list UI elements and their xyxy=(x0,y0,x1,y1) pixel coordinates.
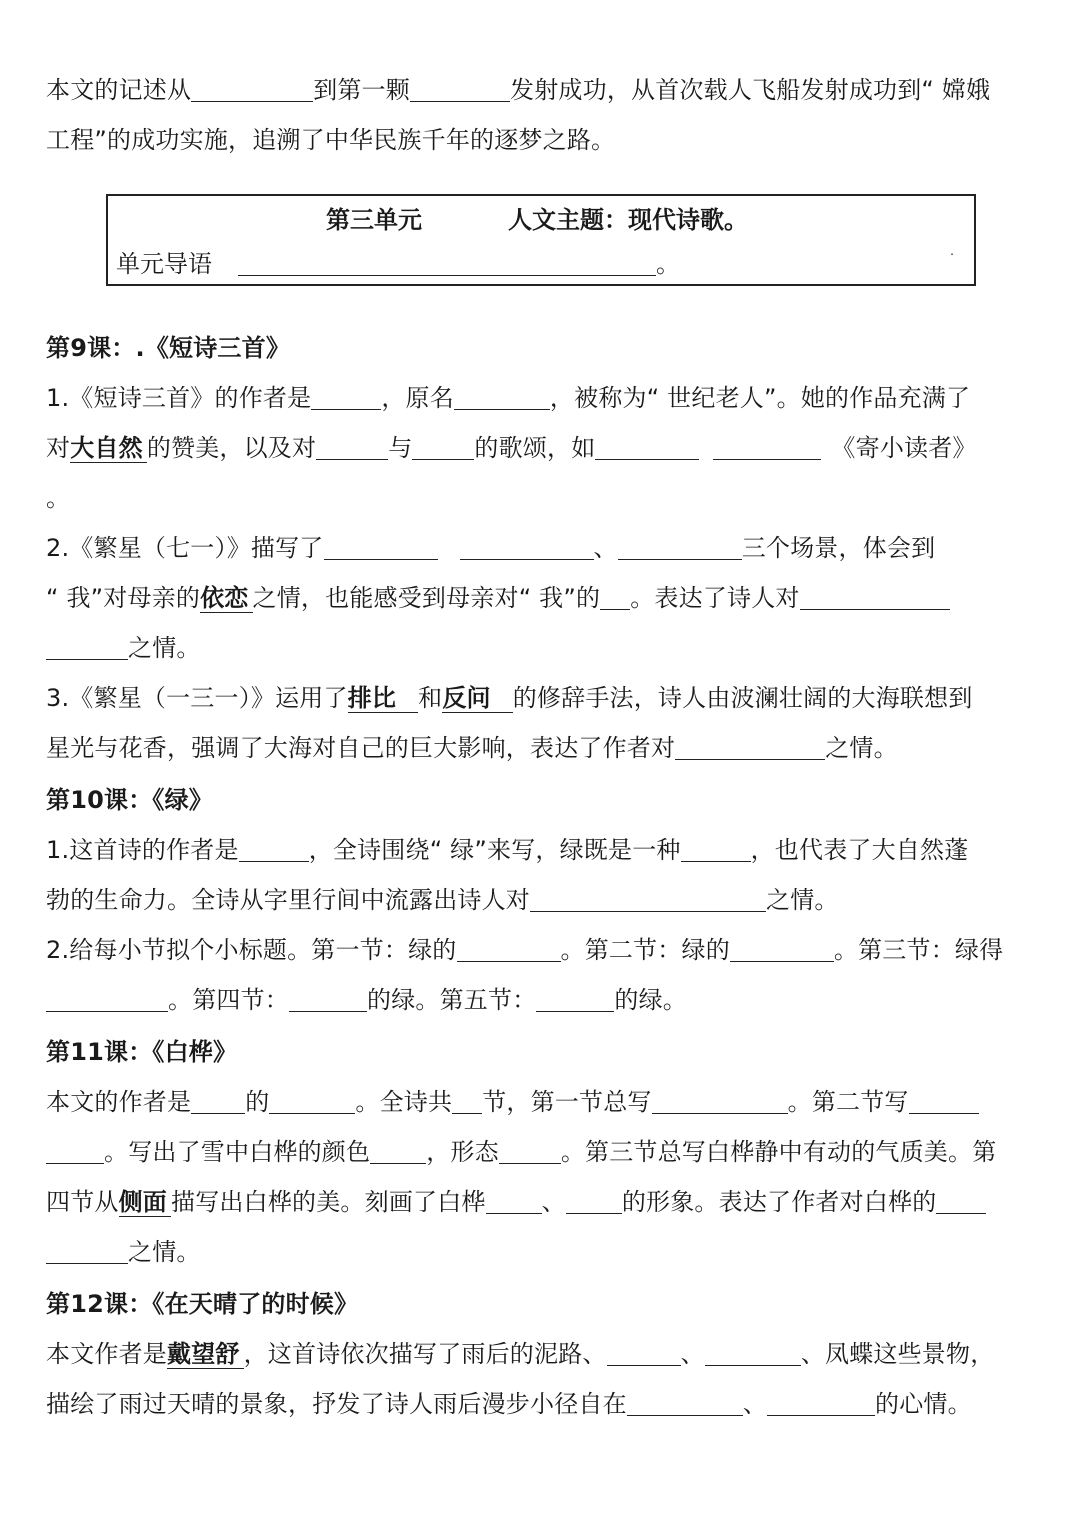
lesson9-heading: 第9课：.《短诗三首》 xyxy=(46,334,291,362)
answer-blank[interactable] xyxy=(600,583,630,610)
lesson9-q1-line3 xyxy=(46,478,1036,518)
answer-blank[interactable] xyxy=(607,1339,681,1366)
answer-blank[interactable] xyxy=(936,1187,986,1214)
answer-blank[interactable] xyxy=(46,1137,104,1164)
lesson10-q1-line2 xyxy=(46,880,1036,920)
answer-blank[interactable] xyxy=(705,1339,801,1366)
text: 。第二节写 xyxy=(787,1088,909,1116)
text: 的修辞手法，诗人由波澜壮阔的大海联想到 xyxy=(512,684,973,712)
answer-blank[interactable] xyxy=(316,433,388,460)
text: 。第二节：绿的 xyxy=(560,936,730,964)
text: 的心情。 xyxy=(875,1390,972,1418)
text: 之情。 xyxy=(128,634,201,662)
text: 的 xyxy=(245,1088,270,1116)
answer-blank[interactable] xyxy=(767,1389,875,1416)
text: 。 xyxy=(656,250,680,278)
lesson11-line3 xyxy=(46,1182,1036,1222)
answer-blank[interactable] xyxy=(370,1137,426,1164)
text: 三个场景，体会到 xyxy=(741,534,936,562)
text: 星光与花香，强调了大海对自己的巨大影响，表达了作者对 xyxy=(46,734,676,762)
text: 之情。 xyxy=(128,1238,201,1266)
dot-mark: . xyxy=(950,244,954,258)
lesson12-heading: 第12课：《在天晴了的时候》 xyxy=(46,1290,359,1318)
answer-blank[interactable] xyxy=(46,633,128,660)
text: 本文的记述从 xyxy=(46,76,192,104)
answer-blank[interactable] xyxy=(269,1087,355,1114)
text: 和 xyxy=(418,684,443,712)
text: ，被称为“ 世纪老人”。她的作品充满了 xyxy=(549,384,971,412)
text: ，形态 xyxy=(426,1138,499,1166)
text: 本文作者是 xyxy=(46,1340,167,1368)
unit-title xyxy=(108,202,974,238)
text: 描写出白桦的美。刻画了白桦 xyxy=(171,1188,486,1216)
text: 的绿。 xyxy=(614,986,688,1014)
text: ，这首诗依次描写了雨后的泥路、 xyxy=(243,1340,607,1368)
lesson9-q2-line1 xyxy=(46,528,1036,568)
lesson10-heading: 第10课：《绿》 xyxy=(46,786,213,814)
text: 四节从 xyxy=(46,1188,119,1216)
text: 。表达了诗人对 xyxy=(630,584,800,612)
text: 的绿。第五节： xyxy=(367,986,537,1014)
text: 本文的作者是 xyxy=(46,1088,192,1116)
answer-blank[interactable] xyxy=(618,533,742,560)
lesson11-heading: 第11课：《白桦》 xyxy=(46,1038,238,1066)
answer-blank[interactable] xyxy=(627,1389,743,1416)
answer-blank[interactable] xyxy=(311,383,381,410)
text: 2.给每小节拟个小标题。第一节：绿的 xyxy=(46,936,457,964)
answer-blank[interactable] xyxy=(412,433,474,460)
text: 到第一颗 xyxy=(313,76,411,104)
lesson11-line4 xyxy=(46,1232,1036,1272)
answer-blank[interactable] xyxy=(289,985,367,1012)
text: 的赞美，以及对 xyxy=(146,434,317,462)
text: 发射成功，从首次载人飞船发射成功到“ 嫦娥 xyxy=(510,76,991,104)
text: 之情，也能感受到母亲对“ 我”的 xyxy=(252,584,601,612)
answer-blank[interactable] xyxy=(675,733,825,760)
answer-blank[interactable] xyxy=(46,1237,128,1264)
answer-blank[interactable] xyxy=(595,433,699,460)
lesson10-q1-line1 xyxy=(46,830,1036,870)
text: 3.《繁星（一三一）》运用了 xyxy=(46,684,348,712)
text: 勃的生命力。全诗从字里行间中流露出诗人对 xyxy=(46,886,530,914)
filled-answer: 大自然 xyxy=(70,434,147,463)
text: 的形象。表达了作者对白桦的 xyxy=(621,1188,937,1216)
filled-answer: 戴望舒 xyxy=(167,1340,244,1369)
lesson11-line2 xyxy=(46,1132,1036,1172)
text: 《寄小读者》 xyxy=(831,434,977,462)
lesson9-q3-line2 xyxy=(46,728,1036,768)
answer-blank[interactable] xyxy=(536,985,614,1012)
answer-blank[interactable] xyxy=(410,75,510,102)
answer-blank[interactable] xyxy=(191,1087,245,1114)
unit-theme: 人文主题：现代诗歌。 xyxy=(508,206,748,234)
answer-blank[interactable] xyxy=(530,885,766,912)
unit-number: 第三单元 xyxy=(326,206,422,234)
text: 与 xyxy=(388,434,413,462)
answer-blank[interactable] xyxy=(652,1087,788,1114)
lesson9-q3-line1 xyxy=(46,678,1036,718)
text: 。第三节：绿得 xyxy=(833,936,1004,964)
lesson11-line1 xyxy=(46,1082,1036,1122)
text: 对 xyxy=(46,434,71,462)
text: 之情。 xyxy=(825,734,898,762)
answer-blank[interactable] xyxy=(800,583,950,610)
text: ，原名 xyxy=(381,384,454,412)
unit-intro-box xyxy=(106,194,976,286)
answer-blank[interactable] xyxy=(238,249,656,276)
text: 2.《繁星（七一）》描写了 xyxy=(46,534,324,562)
text: 、凤蝶这些景物， xyxy=(800,1340,995,1368)
answer-blank[interactable] xyxy=(324,533,438,560)
text: ，全诗围绕“ 绿”来写，绿既是一种 xyxy=(308,836,681,864)
text: 、 xyxy=(742,1390,768,1418)
answer-blank[interactable] xyxy=(730,935,834,962)
answer-blank[interactable] xyxy=(452,1087,482,1114)
unit-guide-label: 单元导语 xyxy=(116,250,212,278)
intro-line-2 xyxy=(46,120,1036,160)
answer-blank[interactable] xyxy=(499,1137,561,1164)
answer-blank[interactable] xyxy=(909,1087,979,1114)
lesson10-q2-line1 xyxy=(46,930,1036,970)
answer-blank[interactable] xyxy=(713,433,821,460)
text: “ 我”对母亲的 xyxy=(46,584,201,612)
text: 。第四节： xyxy=(168,986,289,1014)
text: 、 xyxy=(541,1188,566,1216)
filled-answer: 反问 xyxy=(442,684,512,713)
answer-blank[interactable] xyxy=(46,985,168,1012)
answer-blank[interactable] xyxy=(457,935,561,962)
answer-blank[interactable] xyxy=(460,533,594,560)
filled-answer: 依恋 xyxy=(200,584,252,613)
text: 之情。 xyxy=(766,886,839,914)
text: 。全诗共 xyxy=(355,1088,453,1116)
lesson9-q1-line1 xyxy=(46,378,1036,418)
answer-blank[interactable] xyxy=(486,1187,542,1214)
lesson9-q1-line2 xyxy=(46,428,1036,468)
text: 1.这首诗的作者是 xyxy=(46,836,239,864)
text: 、 xyxy=(680,1340,705,1368)
text: 节，第一节总写 xyxy=(482,1088,652,1116)
answer-blank[interactable] xyxy=(681,835,751,862)
text: 描绘了雨过天晴的景象，抒发了诗人雨后漫步小径自在 xyxy=(46,1390,627,1418)
answer-blank[interactable] xyxy=(454,383,550,410)
intro-line-1 xyxy=(46,70,1036,110)
unit-guide-row xyxy=(116,248,680,280)
text: 。写出了雪中白桦的颜色 xyxy=(104,1138,371,1166)
text: 工程”的成功实施，追溯了中华民族千年的逐梦之路。 xyxy=(46,126,616,154)
lesson10-q2-line2 xyxy=(46,980,1036,1020)
lesson12-line2 xyxy=(46,1384,1036,1424)
text: 。 xyxy=(46,484,71,512)
lesson9-q2-line3 xyxy=(46,628,1036,668)
text: 、 xyxy=(593,534,618,562)
lesson9-q2-line2 xyxy=(46,578,1036,618)
text: 的歌颂，如 xyxy=(474,434,596,462)
filled-answer: 侧面 xyxy=(119,1188,171,1217)
text: 。第三节总写白桦静中有动的气质美。第 xyxy=(560,1138,997,1166)
lesson12-line1 xyxy=(46,1334,1036,1374)
answer-blank[interactable] xyxy=(191,75,313,102)
filled-answer: 排比 xyxy=(348,684,418,713)
text: 1.《短诗三首》的作者是 xyxy=(46,384,312,412)
answer-blank[interactable] xyxy=(566,1187,622,1214)
answer-blank[interactable] xyxy=(239,835,309,862)
text: ，也代表了大自然蓬 xyxy=(750,836,969,864)
